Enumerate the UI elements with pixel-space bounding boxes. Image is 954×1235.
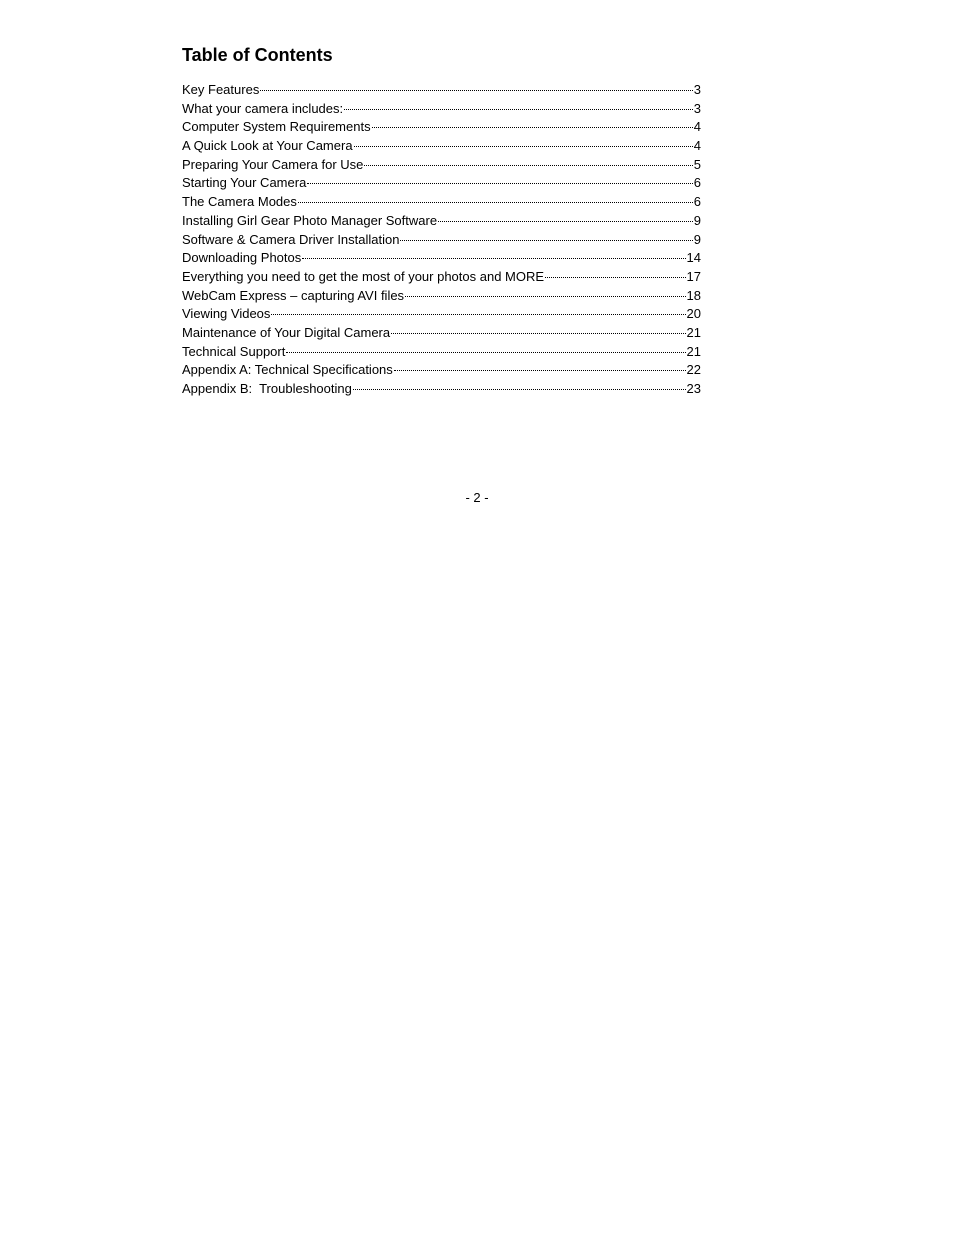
toc-entry-label: Software & Camera Driver Installation: [182, 231, 400, 247]
toc-entry-label: Preparing Your Camera for Use: [182, 156, 364, 172]
toc-entry-page: 4: [693, 138, 701, 154]
toc-entry-page: 9: [693, 231, 701, 247]
dot-leader: [353, 389, 686, 390]
toc-entry[interactable]: [182, 231, 701, 250]
toc-entry-page: 14: [686, 250, 701, 266]
toc-entry-label: Downloading Photos: [182, 250, 302, 266]
toc-entry-label: Maintenance of Your Digital Camera: [182, 324, 391, 340]
toc-entry[interactable]: [182, 81, 701, 100]
toc-entry-page: 23: [686, 381, 701, 396]
toc-entry-label: Appendix B: Troubleshooting: [182, 381, 352, 396]
toc-entry[interactable]: [182, 268, 701, 287]
toc-entry-label: A Quick Look at Your Camera: [182, 138, 353, 154]
toc-entry-label: Key Features: [182, 82, 260, 97]
toc-entry[interactable]: [182, 361, 701, 380]
toc-entry[interactable]: [182, 287, 701, 306]
page-title: Table of Contents: [182, 45, 333, 65]
toc-entry[interactable]: [182, 343, 701, 362]
toc-entry[interactable]: [182, 305, 701, 324]
toc-entry-page: 21: [686, 324, 701, 340]
dot-leader: [271, 314, 685, 315]
dot-leader: [286, 352, 685, 353]
toc-entry-page: 20: [686, 306, 701, 322]
toc-entry-page: 17: [686, 268, 701, 284]
toc-entry-page: 21: [686, 343, 701, 359]
toc-entry[interactable]: [182, 324, 701, 343]
toc-entry-label: Technical Support: [182, 343, 286, 359]
dot-leader: [400, 240, 692, 241]
toc-entry-page: 6: [693, 194, 701, 210]
toc-entry[interactable]: [182, 137, 701, 156]
toc-entry-page: 6: [693, 175, 701, 191]
toc-list: [182, 81, 701, 399]
toc-entry-label: Computer System Requirements: [182, 119, 371, 135]
toc-entry[interactable]: [182, 118, 701, 137]
toc-entry-label: Viewing Videos: [182, 306, 271, 322]
dot-leader: [438, 221, 693, 222]
toc-entry[interactable]: [182, 156, 701, 175]
dot-leader: [302, 258, 685, 259]
toc-entry-label: Appendix A: Technical Specifications: [182, 362, 393, 378]
toc-entry[interactable]: [182, 212, 701, 231]
toc-entry-page: 22: [686, 362, 701, 378]
dot-leader: [391, 333, 685, 334]
toc-entry[interactable]: [182, 380, 701, 399]
page-number: - 2 -: [465, 490, 489, 505]
toc-entry-label: Starting Your Camera: [182, 175, 307, 191]
dot-leader: [354, 146, 693, 147]
toc-entry[interactable]: [182, 193, 701, 212]
toc-entry-page: 9: [693, 212, 701, 228]
toc-entry-label: What your camera includes:: [182, 100, 344, 116]
dot-leader: [364, 165, 692, 166]
toc-entry-label: The Camera Modes: [182, 194, 297, 210]
toc-entry-page: 3: [693, 100, 701, 116]
dot-leader: [405, 296, 685, 297]
dot-leader: [394, 370, 686, 371]
toc-entry[interactable]: [182, 100, 701, 119]
dot-leader: [344, 109, 693, 110]
toc-entry-page: 4: [693, 119, 701, 135]
toc-entry-page: 3: [693, 82, 701, 97]
dot-leader: [372, 127, 693, 128]
toc-entry[interactable]: [182, 174, 701, 193]
toc-entry[interactable]: [182, 249, 701, 268]
dot-leader: [298, 202, 693, 203]
toc-entry-page: 18: [686, 287, 701, 303]
toc-entry-label: WebCam Express – capturing AVI files: [182, 287, 405, 303]
toc-entry-label: Installing Girl Gear Photo Manager Software: [182, 212, 438, 228]
dot-leader: [260, 90, 692, 91]
dot-leader: [307, 183, 692, 184]
dot-leader: [545, 277, 685, 278]
toc-entry-label: Everything you need to get the most of your photos and MORE: [182, 268, 545, 284]
toc-entry-page: 5: [693, 156, 701, 172]
